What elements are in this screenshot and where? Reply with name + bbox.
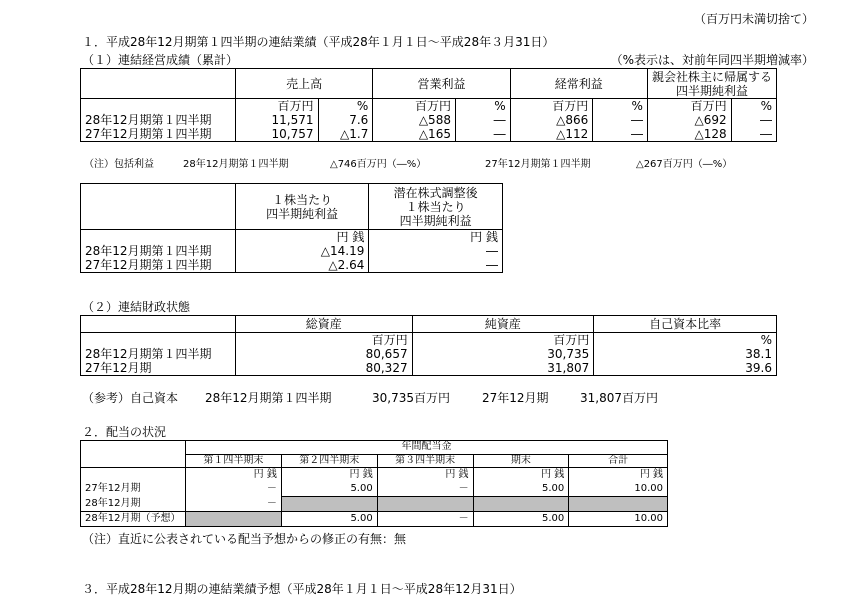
row-label: 27年12月期 xyxy=(81,482,186,497)
cell-q3: － xyxy=(377,482,473,497)
subsection-operating-results: （１）連結経営成績（累計） xyxy=(82,53,239,67)
shaded-cell xyxy=(569,497,668,512)
cell-total: 10.00 xyxy=(569,512,668,527)
cell-net: △692 xyxy=(647,113,731,127)
cell-sales-pct: △1.7 xyxy=(318,127,373,142)
comprehensive-income-period1: 28年12月期第１四半期 xyxy=(183,159,289,170)
cell-year-end: 5.00 xyxy=(473,512,569,527)
unit-total-assets: 百万円 xyxy=(235,333,412,348)
cell-total-assets: 80,327 xyxy=(235,361,412,376)
header-net-profit-line2: 四半期純利益 xyxy=(675,83,748,98)
header-blank xyxy=(81,316,236,333)
percent-note: （%表示は、対前年同四半期増減率） xyxy=(610,53,814,67)
unit-q3: 円 銭 xyxy=(377,468,473,483)
comprehensive-income-value1: △746百万円（―%） xyxy=(330,159,427,170)
header-net-assets: 純資産 xyxy=(412,316,594,333)
cell-sales: 10,757 xyxy=(235,127,318,142)
unit-equity-ratio: % xyxy=(594,333,777,348)
unit-diluted-eps: 円 銭 xyxy=(369,230,503,245)
header-q1-end: 第１四半期末 xyxy=(185,454,281,468)
unit-eps: 円 銭 xyxy=(235,230,369,245)
cell-net-assets: 31,807 xyxy=(412,361,594,376)
shaded-cell xyxy=(185,512,281,527)
cell-equity-ratio: 39.6 xyxy=(594,361,777,376)
cell-net-assets: 30,735 xyxy=(412,347,594,361)
comprehensive-income-label: （注）包括利益 xyxy=(84,159,154,170)
unit-q1: 円 銭 xyxy=(185,468,281,483)
shaded-cell xyxy=(281,497,377,512)
cell-op-pct: ― xyxy=(455,127,510,142)
header-operating-profit: 営業利益 xyxy=(373,69,510,99)
unit-op-pct: % xyxy=(455,99,510,114)
header-ordinary-profit: 経常利益 xyxy=(510,69,647,99)
cell-diluted-eps: ― xyxy=(369,244,503,258)
dividends-table xyxy=(80,440,668,527)
header-eps-line2: 四半期純利益 xyxy=(266,206,339,221)
unit-row-label xyxy=(81,99,236,114)
cell-sales: 11,571 xyxy=(235,113,318,127)
operating-results-table xyxy=(80,68,777,142)
equity-reference-value2: 31,807百万円 xyxy=(580,391,658,405)
header-total-assets: 総資産 xyxy=(235,316,412,333)
cell-net: △128 xyxy=(647,127,731,142)
shaded-cell xyxy=(377,497,473,512)
header-blank xyxy=(81,69,236,99)
row-label: 27年12月期 xyxy=(81,361,236,376)
unit-sales: 百万円 xyxy=(235,99,318,114)
row-label: 28年12月期第１四半期 xyxy=(81,113,236,127)
header-diluted-eps-line3: 四半期純利益 xyxy=(399,213,472,228)
row-label: 27年12月期第１四半期 xyxy=(81,258,236,273)
header-q3-end: 第３四半期末 xyxy=(377,454,473,468)
unit-op: 百万円 xyxy=(373,99,456,114)
unit-note: （百万円未満切捨て） xyxy=(693,12,814,26)
cell-sales-pct: 7.6 xyxy=(318,113,373,127)
cell-q3: － xyxy=(377,512,473,527)
header-blank xyxy=(81,184,236,230)
row-label: 27年12月期第１四半期 xyxy=(81,127,236,142)
cell-op: △588 xyxy=(373,113,456,127)
row-label: 28年12月期 xyxy=(81,497,186,512)
comprehensive-income-period2: 27年12月期第１四半期 xyxy=(485,159,591,170)
section2-title: ２．配当の状況 xyxy=(82,425,167,439)
unit-row-label xyxy=(81,333,236,348)
header-net-profit xyxy=(647,69,776,99)
unit-net-assets: 百万円 xyxy=(412,333,594,348)
cell-q2: 5.00 xyxy=(281,482,377,497)
cell-op: △165 xyxy=(373,127,456,142)
header-equity-ratio: 自己資本比率 xyxy=(594,316,777,333)
subsection-financial-position: （２）連結財政状態 xyxy=(82,300,191,314)
cell-q1: － xyxy=(185,497,281,512)
cell-ord: △112 xyxy=(510,127,593,142)
header-blank xyxy=(81,441,186,468)
unit-ord: 百万円 xyxy=(510,99,593,114)
header-year-end: 期末 xyxy=(473,454,569,468)
header-diluted-eps-line2: １株当たり xyxy=(405,199,466,214)
header-sales: 売上高 xyxy=(235,69,373,99)
header-diluted-eps xyxy=(369,184,503,230)
equity-reference-period2: 27年12月期 xyxy=(482,391,549,405)
cell-q2: 5.00 xyxy=(281,512,377,527)
section3-title: ３．平成28年12月期の連結業績予想（平成28年１月１日～平成28年12月31日） xyxy=(82,582,522,596)
unit-sales-pct: % xyxy=(318,99,373,114)
cell-net-pct: ― xyxy=(731,113,776,127)
cell-ord-pct: ― xyxy=(593,113,648,127)
unit-year-end: 円 銭 xyxy=(473,468,569,483)
header-annual-dividend: 年間配当金 xyxy=(185,441,667,455)
header-q2-end: 第２四半期末 xyxy=(281,454,377,468)
equity-reference-value1: 30,735百万円 xyxy=(372,391,450,405)
cell-ord: △866 xyxy=(510,113,593,127)
comprehensive-income-value2: △267百万円（―%） xyxy=(636,159,733,170)
section1-title: １．平成28年12月期第１四半期の連結業績（平成28年１月１日～平成28年３月31日） xyxy=(82,35,555,49)
cell-op-pct: ― xyxy=(455,113,510,127)
cell-year-end: 5.00 xyxy=(473,482,569,497)
cell-total-assets: 80,657 xyxy=(235,347,412,361)
unit-row-label xyxy=(81,468,186,483)
cell-total: 10.00 xyxy=(569,482,668,497)
financial-position-table xyxy=(80,315,777,376)
dividend-revision-note: （注）直近に公表されている配当予想からの修正の有無：無 xyxy=(82,532,407,546)
cell-eps: △2.64 xyxy=(235,258,369,273)
header-diluted-eps-line1: 潜在株式調整後 xyxy=(393,185,478,200)
row-label: 28年12月期第１四半期 xyxy=(81,347,236,361)
unit-row-label xyxy=(81,230,236,245)
header-total: 合計 xyxy=(569,454,668,468)
equity-reference-period1: 28年12月期第１四半期 xyxy=(205,391,332,405)
row-label: 28年12月期（予想） xyxy=(81,512,186,527)
header-net-profit-line1: 親会社株主に帰属する xyxy=(651,69,772,84)
cell-q1: － xyxy=(185,482,281,497)
shaded-cell xyxy=(473,497,569,512)
unit-ord-pct: % xyxy=(593,99,648,114)
cell-ord-pct: ― xyxy=(593,127,648,142)
equity-reference-label: （参考）自己資本 xyxy=(82,391,179,405)
unit-q2: 円 銭 xyxy=(281,468,377,483)
unit-net: 百万円 xyxy=(647,99,731,114)
eps-table xyxy=(80,183,503,273)
header-eps xyxy=(235,184,369,230)
cell-diluted-eps: ― xyxy=(369,258,503,273)
unit-total: 円 銭 xyxy=(569,468,668,483)
cell-equity-ratio: 38.1 xyxy=(594,347,777,361)
cell-net-pct: ― xyxy=(731,127,776,142)
cell-eps: △14.19 xyxy=(235,244,369,258)
header-eps-line1: １株当たり xyxy=(272,192,333,207)
unit-net-pct: % xyxy=(731,99,776,114)
row-label: 28年12月期第１四半期 xyxy=(81,244,236,258)
